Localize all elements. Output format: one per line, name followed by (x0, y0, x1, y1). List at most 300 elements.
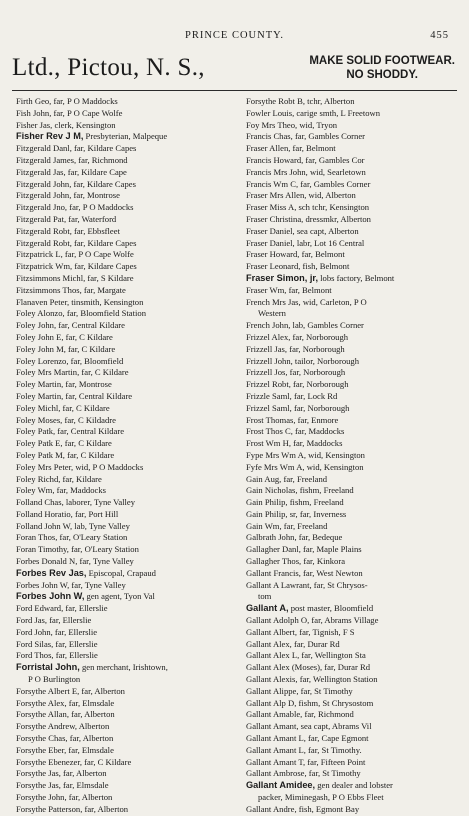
ad-company-location: Ltd., Pictou, N. S., (12, 54, 205, 81)
entry-line (16, 249, 134, 259)
entry-details: tailor, Norborough (292, 355, 360, 366)
directory-columns (16, 96, 462, 814)
entry-name: Forsythe Jas, (16, 780, 61, 791)
entry-name: Frizzell John, (246, 355, 293, 366)
entry-name: Frizzle Saml, (246, 390, 292, 401)
entry-details: tchr, Alberton (304, 96, 355, 106)
directory-entry (246, 438, 464, 450)
entry-line (16, 615, 91, 625)
entry-name: Gallant Amidee, (246, 780, 316, 791)
entry-line (246, 686, 353, 696)
entry-name: Ford Jas, (16, 615, 48, 626)
directory-entry (246, 155, 464, 167)
directory-entry (246, 544, 464, 556)
entry-details: far, Margate (81, 284, 126, 295)
entry-line (16, 544, 139, 554)
entry-details: far, Kildare Capes (72, 261, 137, 272)
entry-line (16, 603, 108, 613)
entry-details: dressmkr, Alberton (303, 213, 371, 224)
entry-line (246, 285, 332, 295)
entry-line (246, 485, 354, 495)
entry-line (246, 450, 365, 460)
entry-name: Fraser Mrs Allen, (246, 190, 307, 201)
entry-line (246, 521, 327, 531)
entry-details: far, Ellerslie (52, 626, 98, 637)
entry-details: Alberton (77, 721, 110, 732)
entry-name: Gallant Ambrose, (246, 768, 307, 779)
entry-details: Episcopal, Crapaud (86, 567, 156, 578)
directory-entry (16, 757, 234, 769)
entry-details: fishm, Freeland (297, 485, 354, 496)
directory-entry (16, 686, 234, 698)
entry-line (16, 509, 118, 519)
directory-entry (16, 521, 234, 533)
entry-line (246, 356, 359, 366)
entry-name: Fraser Daniel, (246, 225, 295, 236)
entry-details: far, Fifteen Point (305, 756, 366, 767)
directory-entry (16, 639, 234, 651)
entry-line (246, 202, 369, 212)
entry-name: Fitzgerald Jno, (16, 202, 68, 213)
directory-entry (246, 320, 464, 332)
entry-details: far, Elmsdale (66, 744, 114, 755)
directory-entry (16, 650, 234, 662)
entry-details: far, St Timothy. (305, 744, 362, 755)
directory-entry (246, 379, 464, 391)
entry-line (246, 497, 344, 507)
entry-name: Folland Chas, (16, 497, 64, 508)
directory-entry (246, 415, 464, 427)
entry-line (246, 120, 337, 130)
entry-line (16, 485, 106, 495)
entry-continuation: packer, Miminegash, P O Ebbs Fleet (258, 792, 384, 803)
entry-name: Foley Martin, (16, 390, 64, 401)
directory-entry (246, 768, 464, 780)
entry-line (246, 320, 364, 330)
entry-name: Foran Timothy, (16, 544, 69, 555)
entry-name: Fitzsimmons Michl, (16, 272, 86, 283)
entry-name: Frizzell Jos, (246, 367, 288, 378)
entry-line (16, 367, 129, 377)
directory-entry (246, 108, 464, 120)
entry-details: fishm, Freeland (287, 497, 344, 508)
entry-line (16, 344, 115, 354)
entry-line (246, 238, 364, 248)
entry-name: Frost Thos C, (246, 426, 293, 437)
entry-name: Gallant Alippe, (246, 685, 299, 696)
entry-name: Foley Patk E, (16, 438, 63, 449)
entry-name: Francis Mrs John, (246, 166, 308, 177)
entry-details: gen merchant, Irishtown, (79, 662, 168, 673)
entry-name: Fitzsimmons Thos, (16, 284, 82, 295)
directory-entry (16, 509, 234, 521)
entry-details: far, Gambles Corner (298, 178, 371, 189)
entry-name: Francis Chas, (246, 131, 293, 142)
entry-name: Foley Mrs Martin, (16, 367, 80, 378)
directory-entry (246, 497, 464, 509)
entry-line (246, 155, 365, 165)
entry-name: Gallagher Danl, (246, 544, 301, 555)
entry-details: far, Central Kildare (55, 426, 125, 437)
entry-name: Gain Wm, (246, 520, 282, 531)
entry-name: Fraser Simon, jr, (246, 272, 318, 283)
entry-details: wid, Tryon (297, 119, 338, 130)
directory-entry (246, 96, 464, 108)
entry-name: Fraser Miss A, (246, 202, 297, 213)
directory-entry (16, 568, 234, 580)
entry-name: Firth Geo, (16, 96, 52, 106)
directory-entry (16, 202, 234, 214)
entry-name: Fitzpatrick L, (16, 249, 63, 260)
entry-name: Frizzel Robt, (246, 379, 291, 390)
entry-name: Fitzgerald Danl, (16, 143, 72, 154)
entry-details: far, Alberton (69, 709, 115, 720)
entry-continuation: Western (258, 308, 286, 319)
entry-name: Forsythe Jas, (16, 768, 61, 779)
entry-details: far, Maddocks (290, 438, 343, 449)
entry-name: Gallant Alex, (246, 638, 292, 649)
entry-line (16, 662, 168, 672)
entry-details: far, St Timothy (298, 685, 353, 696)
entry-line (16, 532, 127, 542)
directory-entry (16, 238, 234, 250)
entry-details: far, Norborough (291, 402, 350, 413)
entry-line (246, 639, 340, 649)
entry-line (246, 249, 345, 259)
directory-entry (16, 733, 234, 745)
entry-details: sea capt, Abrams Vil (298, 721, 372, 732)
entry-line (16, 462, 143, 472)
entry-details: wid, P O Maddocks (73, 461, 144, 472)
entry-details: lab, Tyne Valley (72, 520, 130, 531)
directory-entry (246, 650, 464, 662)
directory-entry (16, 214, 234, 226)
entry-line (16, 568, 156, 578)
directory-entry (16, 167, 234, 179)
entry-name: Galbrath John, (246, 532, 297, 543)
entry-details: far, Alberton (79, 685, 125, 696)
entry-line (16, 167, 127, 177)
entry-details: lobs factory, Belmont (318, 272, 395, 283)
entry-name: Forbes John W, (16, 591, 85, 602)
entry-details: post master, Bloomfield (288, 603, 374, 614)
entry-line (246, 615, 378, 625)
entry-name: Fowler Louis, (246, 107, 295, 118)
entry-name: Fitzgerald Robt, (16, 237, 72, 248)
entry-name: Foley Moses, (16, 414, 63, 425)
entry-line (246, 403, 349, 413)
entry-line (16, 379, 112, 389)
entry-name: Foley Patk M, (16, 449, 65, 460)
entry-continuation: P O Burlington (28, 674, 81, 685)
entry-line (16, 261, 137, 271)
entry-line (246, 379, 349, 389)
directory-entry (16, 474, 234, 486)
directory-entry (16, 143, 234, 155)
entry-line (246, 297, 367, 307)
entry-line (16, 745, 114, 755)
entry-name: Fisher Jas, (16, 119, 53, 130)
directory-entry (246, 391, 464, 403)
directory-entry (16, 485, 234, 497)
directory-entry (16, 403, 234, 415)
entry-name: Gallant Amant L, (246, 733, 306, 744)
directory-entry (16, 249, 234, 261)
entry-details: far, St Timothy (306, 768, 361, 779)
directory-entry (16, 497, 234, 509)
entry-details: far, Lock Rd (291, 390, 338, 401)
entry-name: Fyfe Mrs Wm A, (246, 461, 305, 472)
entry-name: Forsythe Andrew, (16, 721, 78, 732)
entry-line (246, 474, 327, 484)
entry-details: tinsmith, Kensington (69, 296, 144, 307)
entry-line (16, 709, 115, 719)
entry-details: sr, far, Inverness (287, 508, 347, 519)
entry-name: Fitzpatrick Wm, (16, 261, 73, 272)
directory-entry (16, 308, 234, 320)
entry-details: gen dealer and lobster (315, 780, 393, 791)
entry-name: Foley Mrs Peter, (16, 461, 74, 472)
entry-details: far, Central Kildare (63, 390, 133, 401)
directory-entry (16, 391, 234, 403)
directory-entry (246, 485, 464, 497)
entry-line (246, 462, 364, 472)
entry-name: Ford John, (16, 626, 53, 637)
entry-name: Gallagher Thos, (246, 556, 302, 567)
directory-entry (16, 792, 234, 804)
directory-entry (246, 344, 464, 356)
directory-entry (246, 639, 464, 651)
directory-entry (16, 721, 234, 733)
entry-details: far, C Kildare (63, 331, 113, 342)
directory-entry (16, 367, 234, 379)
entry-line (16, 143, 136, 153)
entry-details: far, Tyne Valley (69, 579, 126, 590)
ad-slogan-line2: NO SHODDY. (346, 69, 418, 81)
entry-details: far, Norborough (290, 379, 349, 390)
directory-entry (16, 438, 234, 450)
directory-entry (246, 190, 464, 202)
entry-details: far, C Kildare (82, 756, 132, 767)
directory-entry (246, 662, 464, 674)
entry-name: French Mrs Jas, (246, 296, 301, 307)
entry-name: Foran Thos, (16, 532, 58, 543)
directory-entry (246, 686, 464, 698)
entry-line (16, 415, 116, 425)
entry-line (16, 131, 167, 141)
entry-details: far, Port Hill (72, 508, 119, 519)
entry-name: Gallant Amant L, (246, 744, 306, 755)
entry-name: Foley Martin, (16, 379, 64, 390)
entry-name: Foley Michl, (16, 402, 61, 413)
entry-name: Gallant Adolph O, (246, 615, 310, 626)
entry-name: Frost Wm H, (246, 438, 291, 449)
directory-entry (16, 155, 234, 167)
entry-name: Flanaven Peter, (16, 296, 70, 307)
entry-name: Gallant Andre, (246, 803, 297, 814)
entry-line (16, 356, 123, 366)
entry-line (246, 674, 378, 684)
entry-details: sch tchr, Kensington (296, 202, 370, 213)
entry-details: far, Alberton (60, 768, 107, 779)
entry-details: far, Tignish, F S (297, 626, 355, 637)
entry-name: Gallant Francis, (246, 567, 301, 578)
entry-details: far, Kildare Capes (71, 143, 137, 154)
entry-details: far, Belmont (286, 284, 332, 295)
entry-details: far, West Newton (300, 567, 363, 578)
entry-line (16, 639, 98, 649)
directory-entry (246, 285, 464, 297)
directory-entry (246, 580, 464, 604)
directory-entry (16, 297, 234, 309)
entry-name: Gallant A Lawrant, (246, 579, 312, 590)
entry-name: Gallant Amant T, (246, 756, 306, 767)
entry-line (16, 214, 116, 224)
entry-name: Frizzell Jas, (246, 343, 288, 354)
directory-entry (246, 403, 464, 415)
entry-line (246, 532, 342, 542)
directory-entry (16, 426, 234, 438)
entry-name: Gain Nicholas, (246, 485, 298, 496)
entry-details: far, Elmsdale (60, 780, 109, 791)
entry-name: Forsythe Albert E, (16, 685, 80, 696)
entry-name: Gallant Albert, (246, 626, 298, 637)
entry-line (246, 261, 349, 271)
directory-entry (246, 521, 464, 533)
directory-entry (246, 556, 464, 568)
entry-name: Foley Alonzo, (16, 308, 65, 319)
entry-name: Fitzgerald James, (16, 154, 77, 165)
directory-entry (246, 804, 464, 816)
entry-name: Forsythe Ebenezer, (16, 756, 82, 767)
entry-details: far, Wellington Sta (299, 650, 366, 661)
entry-line (16, 155, 128, 165)
entry-line (246, 332, 348, 342)
entry-line (246, 391, 337, 401)
directory-entry (16, 320, 234, 332)
entry-details: far, Maddocks (54, 485, 106, 496)
entry-line (246, 143, 336, 153)
directory-entry (246, 261, 464, 273)
directory-entry (16, 356, 234, 368)
entry-details: far, Richmond (76, 154, 128, 165)
entry-details: fish, Belmont (300, 261, 350, 272)
directory-entry (246, 367, 464, 379)
entry-details: far, Central Kildare (56, 320, 125, 331)
directory-entry (246, 615, 464, 627)
directory-entry (246, 131, 464, 143)
entry-name: Gain Aug, (246, 473, 282, 484)
directory-entry (246, 238, 464, 250)
entry-details: far, Montrose (63, 379, 112, 390)
entry-details: laborer, Tyne Valley (63, 497, 136, 508)
directory-entry (246, 509, 464, 521)
entry-name: Forsythe Alex, (16, 697, 67, 708)
entry-name: Gallant Amant, (246, 721, 299, 732)
entry-details: far, P O Maddocks (51, 96, 118, 106)
entry-details: far, C Kildare (64, 449, 115, 460)
entry-details: far, Bloomfield (68, 355, 124, 366)
directory-entry (16, 96, 234, 108)
directory-entry (16, 273, 234, 285)
entry-details: far, P O Cape Wolfe (51, 107, 123, 118)
entry-line (246, 662, 370, 672)
entry-details: carige smth, L Freetown (294, 107, 381, 118)
entry-name: Foley John E, (16, 331, 64, 342)
directory-entry (246, 120, 464, 132)
entry-details: far, Tyne Valley (77, 556, 134, 567)
directory-entry (246, 721, 464, 733)
entry-details: far, Ellerslie (53, 650, 98, 661)
directory-entry (246, 532, 464, 544)
entry-details: far, Belmont (290, 143, 336, 154)
entry-name: Fype Mrs Wm A, (246, 449, 307, 460)
entry-name: Foley Lorenzo, (16, 355, 69, 366)
directory-entry (16, 627, 234, 639)
entry-line (246, 344, 345, 354)
directory-entry (16, 261, 234, 273)
directory-entry (16, 226, 234, 238)
directory-entry (16, 190, 234, 202)
entry-details: far, Enmore (295, 414, 339, 425)
directory-entry (16, 120, 234, 132)
entry-name: Fitzgerald Pat, (16, 213, 67, 224)
entry-details: far, Norborough (287, 367, 346, 378)
entry-name: Foley John, (16, 320, 57, 331)
entry-name: Fitzgerald John, (16, 178, 72, 189)
entry-name: Fraser Wm, (246, 284, 287, 295)
entry-continuation: tom (258, 591, 272, 602)
entry-details: wid, Alberton (306, 190, 356, 201)
directory-entry (246, 474, 464, 486)
entry-name: Ford Thos, (16, 650, 54, 661)
entry-line (16, 391, 132, 401)
entry-details: far, Cape Egmont (305, 733, 369, 744)
entry-name: Forbes Rev Jas, (16, 567, 87, 578)
entry-line (246, 438, 342, 448)
entry-name: Ford Edward, (16, 603, 64, 614)
directory-entry (246, 214, 464, 226)
directory-entry (16, 532, 234, 544)
directory-entry (246, 179, 464, 191)
entry-line (246, 650, 366, 660)
entry-details: far, Durar Rd (291, 638, 340, 649)
entry-line (16, 297, 143, 307)
directory-entry (16, 131, 234, 143)
directory-entry (16, 580, 234, 592)
directory-entry (246, 202, 464, 214)
entry-name: Gallant Alp D, (246, 697, 297, 708)
entry-name: Gallant Alex L, (246, 650, 300, 661)
entry-line (16, 308, 146, 318)
entry-line (16, 721, 109, 731)
entry-line (246, 509, 346, 519)
entry-line (246, 709, 354, 719)
directory-entry (16, 332, 234, 344)
entry-line (246, 568, 363, 578)
entry-details: far, C Kildare (62, 438, 112, 449)
entry-name: Fish John, (16, 107, 52, 118)
entry-name: Foley Patk, (16, 426, 56, 437)
running-head (0, 30, 469, 44)
entry-line (16, 179, 136, 189)
directory-entry (16, 615, 234, 627)
entry-details: far, Abrams Village (309, 615, 379, 626)
entry-line (246, 214, 371, 224)
page-number: 455 (430, 30, 449, 41)
entry-line (246, 721, 372, 731)
entry-line (246, 367, 345, 377)
